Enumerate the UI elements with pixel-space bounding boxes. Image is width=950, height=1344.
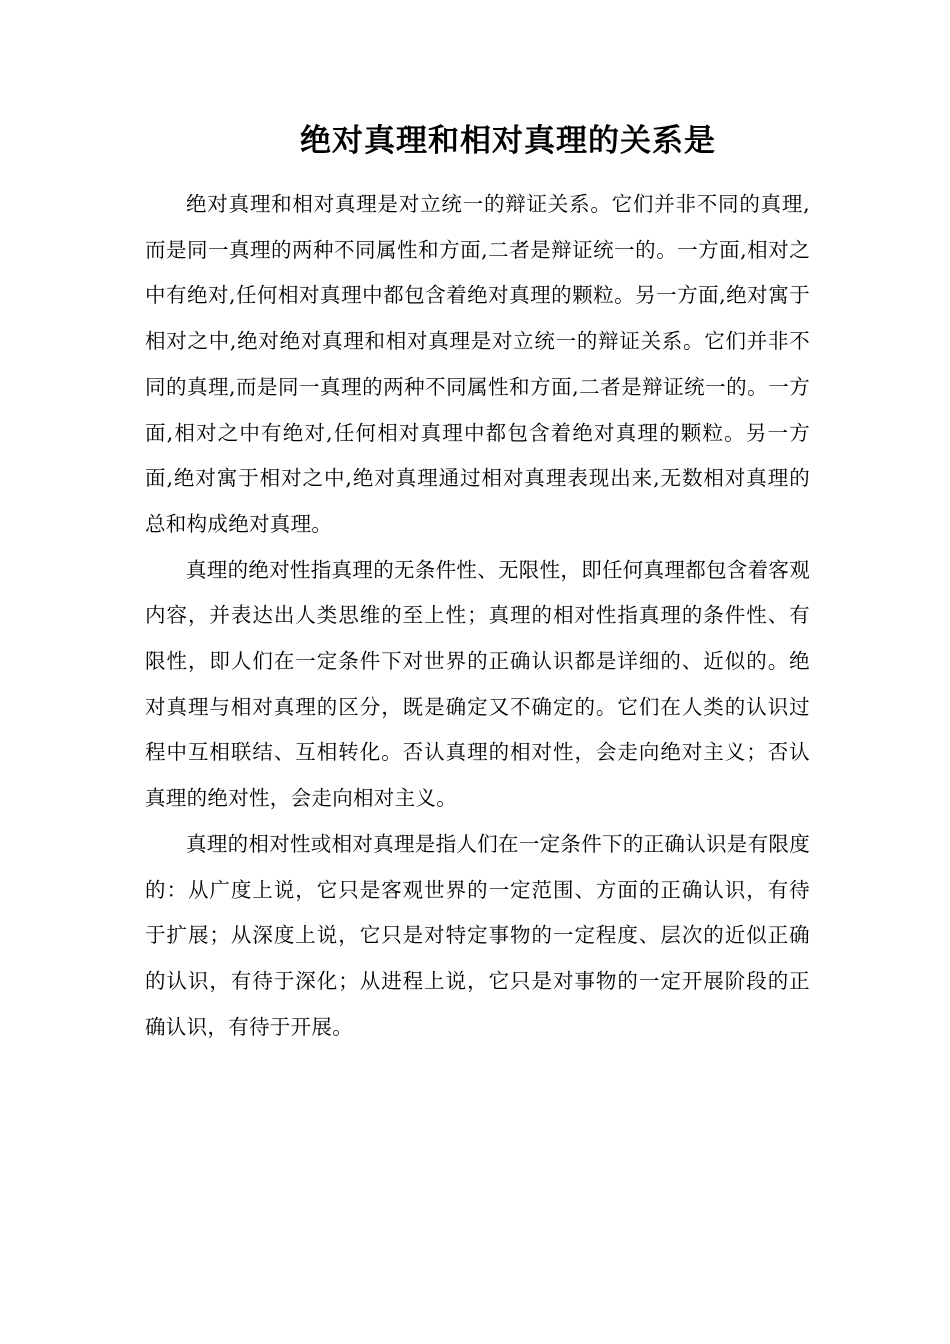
document-body [145,182,810,1050]
paragraph-3: 真理的相对性或相对真理是指人们在一定条件下的正确认识是有限度的：从广度上说，它只是客观世界的一定范围、方面的正确认识，有待于扩展；从深度上说，它只是对特定事物的一定程度、层次的近似正确的认识，有待于深化；从进程上说，它只是对事物的一定开展阶段的正确认识，有待于开展。 [145,831,810,1039]
paragraph-1: 绝对真理和相对真理是对立统一的辩证关系。它们并非不同的真理,而是同一真理的两种不同属性和方面,二者是辩证统一的。一方面,相对之中有绝对,任何相对真理中都包含着绝对真理的颗粒。另一方面,绝对寓于相对之中,绝对绝对真理和相对真理是对立统一的辩证关系。它们并非不同的真理,而是同一真理的两种不同属性和方面,二者是辩证统一的。一方面,相对之中有绝对,任何相对真理中都包含着绝对真理的颗粒。另一方面,绝对寓于相对之中,绝对真理通过相对真理表现出来,无数相对真理的总和构成绝对真理。 [145,192,810,536]
document-title: 绝对真理和相对真理的关系是 [300,123,716,159]
paragraph-2: 真理的绝对性指真理的无条件性、无限性，即任何真理都包含着客观内容，并表达出人类思维的至上性；真理的相对性指真理的条件性、有限性，即人们在一定条件下对世界的正确认识都是详细的、近似的。绝对真理与相对真理的区分，既是确定又不确定的。它们在人类的认识过程中互相联结、互相转化。否认真理的相对性，会走向绝对主义；否认真理的绝对性，会走向相对主义。 [145,557,810,811]
